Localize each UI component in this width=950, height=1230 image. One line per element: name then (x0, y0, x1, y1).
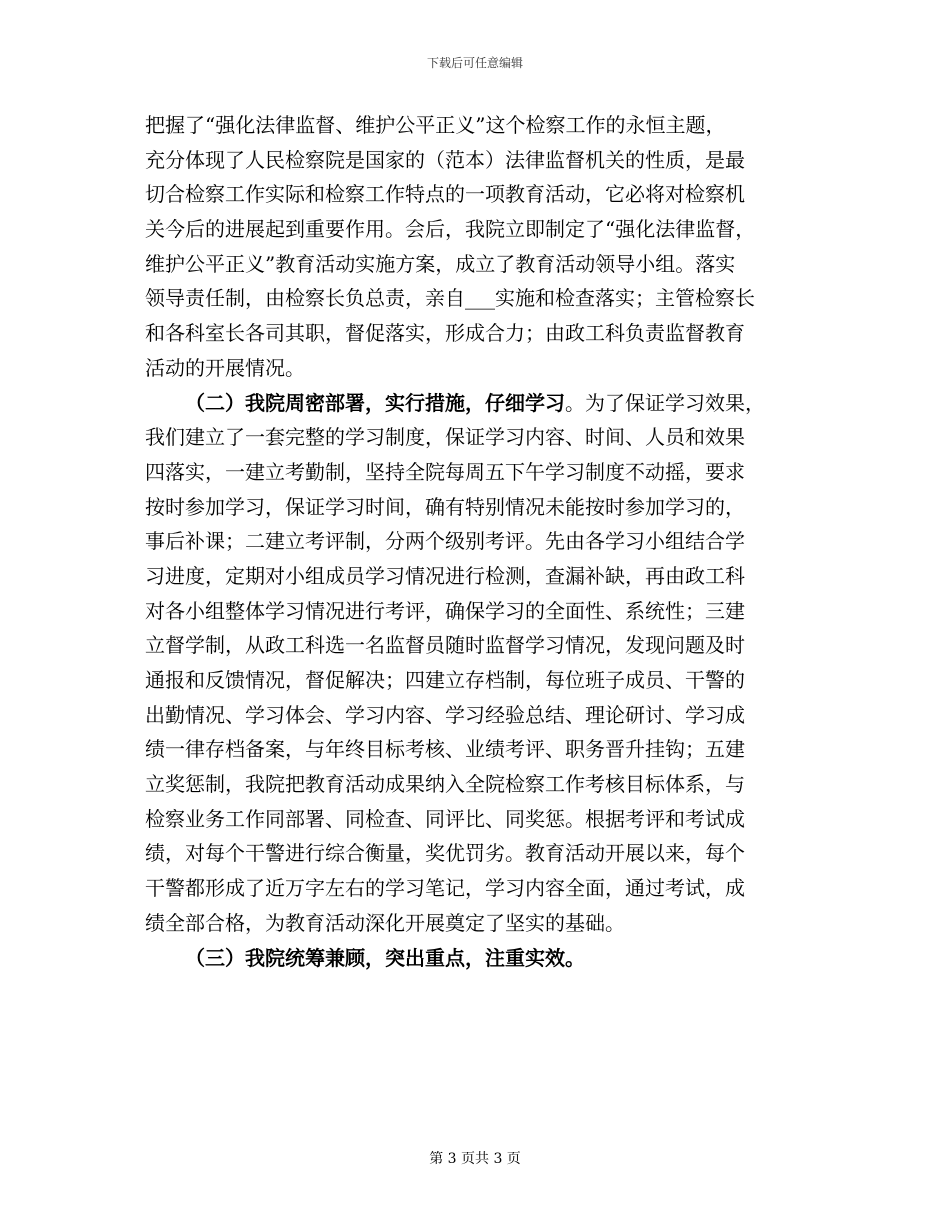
text-line: 活动的开展情况。 (145, 355, 305, 380)
text-line: 事后补课；二建立考评制，分两个级别考评。先由各学习小组结合学 (145, 529, 745, 554)
text-line: 维护公平正义”教育活动实施方案，成立了教育活动领导小组。落实 (145, 251, 736, 276)
page-footer: 第 3 页共 3 页 (429, 1151, 521, 1167)
text-line: 绩全部合格，为教育活动深化开展奠定了坚实的基础。 (145, 910, 625, 935)
text-line: 立督学制，从政工科选一名监督员随时监督学习情况，发现问题及时 (145, 633, 745, 658)
text-line: 习进度，定期对小组成员学习情况进行检测，查漏补缺，再由政工科 (145, 563, 745, 588)
page-header: 下载后可任意编辑 (426, 56, 523, 70)
section-heading-2: （二）我院周密部署，实行措施，仔细学习 (185, 390, 565, 415)
text-line: 四落实，一建立考勤制，坚持全院每周五下午学习制度不动摇，要求 (145, 459, 745, 484)
text-line: 我们建立了一套完整的学习制度，保证学习内容、时间、人员和效果 (145, 425, 745, 450)
document-body (145, 108, 835, 975)
text-line: 充分体现了人民检察院是国家的（范本）法律监督机关的性质，是最 (145, 147, 745, 172)
text-line: 和各科室长各司其职，督促落实，形成合力；由政工科负责监督教育 (145, 321, 745, 346)
text-line-rest: 。为了保证学习效果， (565, 390, 765, 415)
text-line: 立奖惩制，我院把教育活动成果纳入全院检察工作考核目标体系，与 (145, 772, 745, 797)
section-heading-3: （三）我院统筹兼顾，突出重点，注重实效。 (185, 945, 585, 970)
paragraph-2-first-line (145, 386, 835, 421)
text-line: 把握了“强化法律监督、维护公平正义”这个检察工作的永恒主题， (145, 113, 726, 137)
text-line: 干警都形成了近万字左右的学习笔记，学习内容全面，通过考试，成 (145, 876, 745, 901)
text-line: 领导责任制，由检察长负总责，亲自___实施和检查落实；主管检察长 (145, 286, 755, 311)
text-line: 出勤情况、学习体会、学习内容、学习经验总结、理论研讨、学习成 (145, 702, 745, 727)
text-line: 按时参加学习，保证学习时间，确有特别情况未能按时参加学习的， (145, 494, 745, 519)
text-line: 绩，对每个干警进行综合衡量，奖优罚劣。教育活动开展以来，每个 (145, 841, 745, 866)
text-line: 对各小组整体学习情况进行考评，确保学习的全面性、系统性；三建 (145, 598, 745, 623)
text-line: 检察业务工作同部署、同检查、同评比、同奖惩。根据考评和考试成 (145, 806, 745, 831)
text-line: 绩一律存档备案，与年终目标考核、业绩考评、职务晋升挂钩；五建 (145, 737, 745, 762)
text-line: 通报和反馈情况，督促解决；四建立存档制，每位班子成员、干警的 (145, 668, 745, 692)
text-line: 切合检察工作实际和检察工作特点的一项教育活动，它必将对检察机 (145, 182, 745, 207)
text-line: 关今后的进展起到重要作用。会后，我院立即制定了“强化法律监督， (145, 217, 756, 242)
